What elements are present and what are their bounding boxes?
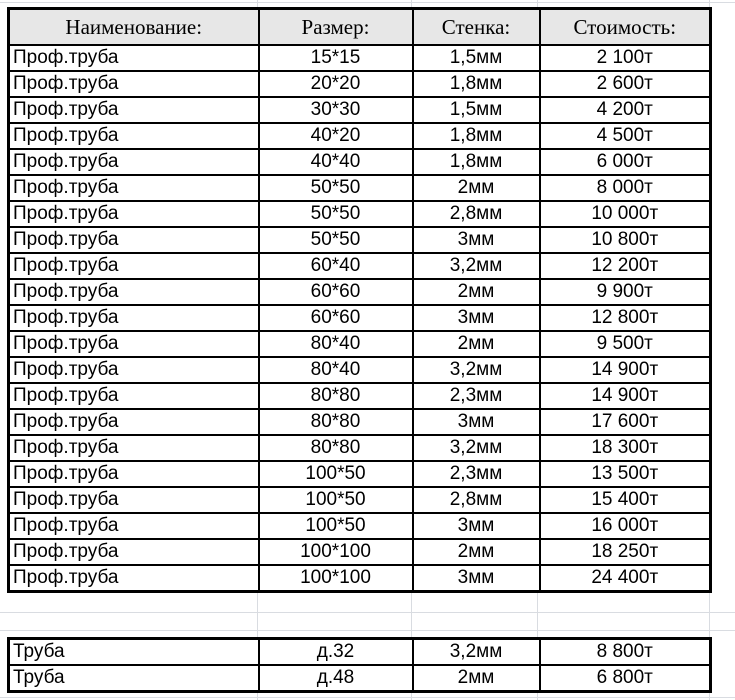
cell-size: 80*40 xyxy=(259,357,413,383)
cell-price: 4 200т xyxy=(540,97,711,123)
cell-wall: 3,2мм xyxy=(413,357,540,383)
table-row xyxy=(9,305,711,331)
cell-wall: 3мм xyxy=(413,227,540,253)
cell-name: Проф.труба xyxy=(9,123,259,149)
cell-price: 10 000т xyxy=(540,201,711,227)
table-row xyxy=(9,97,711,123)
cell-name: Проф.труба xyxy=(9,149,259,175)
cell-name: Проф.труба xyxy=(9,409,259,435)
table-row xyxy=(9,201,711,227)
table-row xyxy=(9,409,711,435)
cell-wall: 3,2мм xyxy=(413,253,540,279)
table-row xyxy=(9,357,711,383)
cell-price: 18 250т xyxy=(540,539,711,565)
cell-size: 30*30 xyxy=(259,97,413,123)
cell-name: Проф.труба xyxy=(9,279,259,305)
cell-wall: 3,2мм xyxy=(413,639,540,666)
cell-price: 17 600т xyxy=(540,409,711,435)
cell-size: 100*50 xyxy=(259,487,413,513)
cell-size: 60*60 xyxy=(259,279,413,305)
cell-price: 2 100т xyxy=(540,45,711,71)
table-row xyxy=(9,123,711,149)
cell-price: 9 500т xyxy=(540,331,711,357)
cell-name: Проф.труба xyxy=(9,513,259,539)
cell-price: 2 600т xyxy=(540,71,711,97)
cell-size: д.48 xyxy=(259,665,413,692)
cell-name: Проф.труба xyxy=(9,565,259,592)
cell-wall: 3мм xyxy=(413,305,540,331)
table-row xyxy=(9,253,711,279)
cell-wall: 2,8мм xyxy=(413,201,540,227)
cell-wall: 1,5мм xyxy=(413,45,540,71)
cell-size: 80*80 xyxy=(259,409,413,435)
cell-wall: 2мм xyxy=(413,279,540,305)
price-table-main xyxy=(7,7,712,593)
gridline xyxy=(0,2,735,3)
cell-price: 8 800т xyxy=(540,639,711,666)
cell-size: д.32 xyxy=(259,639,413,666)
gridline xyxy=(0,612,735,613)
cell-price: 24 400т xyxy=(540,565,711,592)
table-row xyxy=(9,487,711,513)
cell-price: 14 900т xyxy=(540,383,711,409)
cell-wall: 1,5мм xyxy=(413,97,540,123)
table-row xyxy=(9,279,711,305)
cell-wall: 3мм xyxy=(413,513,540,539)
cell-size: 40*20 xyxy=(259,123,413,149)
cell-price: 16 000т xyxy=(540,513,711,539)
table-row xyxy=(9,45,711,71)
cell-wall: 2мм xyxy=(413,175,540,201)
cell-name: Проф.труба xyxy=(9,253,259,279)
cell-size: 100*50 xyxy=(259,513,413,539)
cell-price: 8 000т xyxy=(540,175,711,201)
cell-size: 80*80 xyxy=(259,435,413,461)
cell-name: Труба xyxy=(9,639,259,666)
cell-name: Проф.труба xyxy=(9,331,259,357)
cell-size: 60*40 xyxy=(259,253,413,279)
cell-name: Проф.труба xyxy=(9,383,259,409)
cell-size: 100*100 xyxy=(259,565,413,592)
table-row xyxy=(9,331,711,357)
header-size: Размер: xyxy=(259,9,413,46)
cell-wall: 3мм xyxy=(413,565,540,592)
cell-price: 14 900т xyxy=(540,357,711,383)
cell-price: 12 200т xyxy=(540,253,711,279)
cell-name: Проф.труба xyxy=(9,305,259,331)
cell-size: 50*50 xyxy=(259,201,413,227)
price-table-secondary xyxy=(7,637,712,693)
table-row xyxy=(9,539,711,565)
table-row xyxy=(9,461,711,487)
cell-price: 18 300т xyxy=(540,435,711,461)
cell-price: 13 500т xyxy=(540,461,711,487)
header-wall: Стенка: xyxy=(413,9,540,46)
cell-name: Проф.труба xyxy=(9,357,259,383)
table-row xyxy=(9,435,711,461)
cell-price: 4 500т xyxy=(540,123,711,149)
table-row xyxy=(9,639,711,666)
cell-price: 10 800т xyxy=(540,227,711,253)
header-name: Наименование: xyxy=(9,9,259,46)
cell-name: Проф.труба xyxy=(9,461,259,487)
header-row xyxy=(9,9,711,46)
cell-price: 15 400т xyxy=(540,487,711,513)
cell-size: 50*50 xyxy=(259,175,413,201)
table-row xyxy=(9,665,711,692)
cell-size: 15*15 xyxy=(259,45,413,71)
table-row xyxy=(9,227,711,253)
gridline xyxy=(0,697,735,698)
cell-size: 80*40 xyxy=(259,331,413,357)
cell-size: 40*40 xyxy=(259,149,413,175)
cell-name: Проф.труба xyxy=(9,435,259,461)
cell-wall: 2,3мм xyxy=(413,383,540,409)
cell-wall: 2мм xyxy=(413,665,540,692)
table-row xyxy=(9,565,711,592)
cell-price: 9 900т xyxy=(540,279,711,305)
cell-wall: 1,8мм xyxy=(413,149,540,175)
cell-wall: 3мм xyxy=(413,409,540,435)
cell-name: Проф.труба xyxy=(9,45,259,71)
cell-wall: 2,3мм xyxy=(413,461,540,487)
cell-name: Проф.труба xyxy=(9,487,259,513)
cell-size: 100*50 xyxy=(259,461,413,487)
cell-wall: 2мм xyxy=(413,331,540,357)
cell-name: Проф.труба xyxy=(9,201,259,227)
cell-name: Проф.труба xyxy=(9,71,259,97)
cell-size: 60*60 xyxy=(259,305,413,331)
cell-wall: 3,2мм xyxy=(413,435,540,461)
cell-size: 20*20 xyxy=(259,71,413,97)
cell-price: 6 800т xyxy=(540,665,711,692)
table-row xyxy=(9,71,711,97)
cell-name: Проф.труба xyxy=(9,175,259,201)
cell-wall: 2мм xyxy=(413,539,540,565)
table-row xyxy=(9,149,711,175)
cell-wall: 1,8мм xyxy=(413,123,540,149)
cell-name: Труба xyxy=(9,665,259,692)
table-row xyxy=(9,175,711,201)
cell-wall: 1,8мм xyxy=(413,71,540,97)
table-row xyxy=(9,513,711,539)
header-price: Стоимость: xyxy=(540,9,711,46)
table-row xyxy=(9,383,711,409)
cell-name: Проф.труба xyxy=(9,227,259,253)
cell-name: Проф.труба xyxy=(9,539,259,565)
cell-size: 100*100 xyxy=(259,539,413,565)
cell-price: 6 000т xyxy=(540,149,711,175)
cell-size: 50*50 xyxy=(259,227,413,253)
cell-price: 12 800т xyxy=(540,305,711,331)
cell-name: Проф.труба xyxy=(9,97,259,123)
cell-wall: 2,8мм xyxy=(413,487,540,513)
cell-size: 80*80 xyxy=(259,383,413,409)
gridline xyxy=(0,630,735,631)
